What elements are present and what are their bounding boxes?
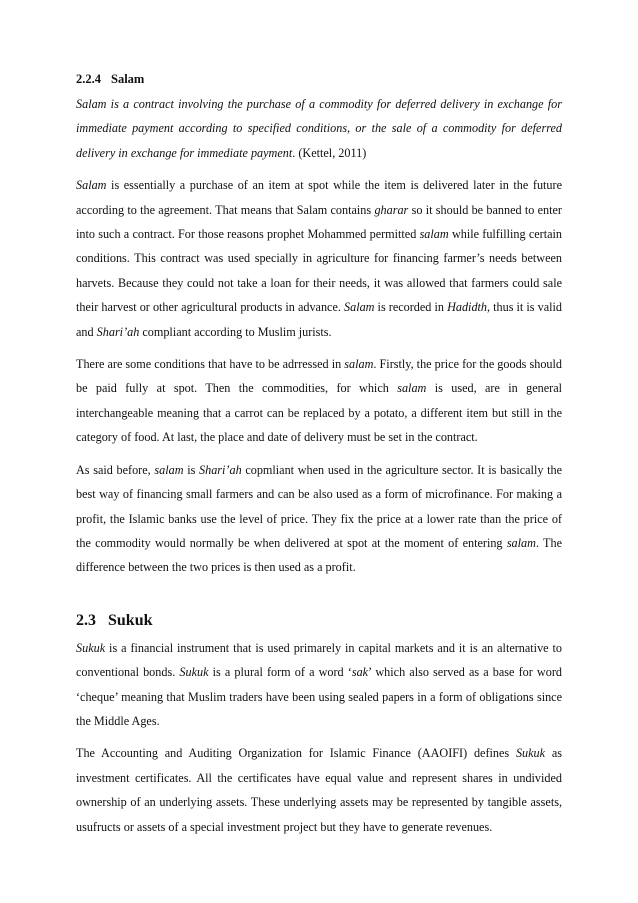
term: salam	[506, 535, 536, 550]
term: Shari’ah	[96, 324, 140, 339]
salam-paragraph-2	[76, 173, 562, 344]
term: Shari’ah	[199, 462, 242, 477]
section-number: 2.2.4	[76, 72, 101, 86]
section-title: Sukuk	[108, 611, 153, 629]
text: is	[183, 462, 199, 477]
salam-paragraph-3	[76, 352, 562, 450]
salam-definition-paragraph	[76, 92, 562, 165]
term: Hadidth	[447, 300, 488, 315]
text: so it should be banned to enter into such a contract. For those reasons prophet Mohammed permitted	[76, 202, 562, 242]
term: Sukuk	[179, 665, 209, 680]
text: as investment certificates. All the certificates have equal value and represent shares in undivided ownership of an underlying assets. These underlying assets may be represented by tangible assets, usufructs or assets of a special investment project but they have to generate revenues.	[76, 746, 562, 834]
sukuk-paragraph-2	[76, 741, 562, 839]
salam-paragraph-4	[76, 458, 562, 580]
text: ’ which also served as a base for word ‘cheque’ meaning that Muslim traders have been using sealed papers in a form of obligations since the Middle Ages.	[76, 665, 562, 728]
text: is essentially a purchase of an item at spot while the item is delivered later in the future according to the agreement. That means that Salam contains	[76, 178, 562, 217]
text: . Firstly, the price for the goods should be paid fully at spot. Then the commodities, for which	[76, 357, 563, 396]
term: Salam	[76, 178, 107, 193]
text: There are some conditions that have to be adrressed in	[76, 357, 345, 372]
term: salam	[154, 462, 184, 477]
text: is recorded in	[374, 300, 448, 315]
text: , thus it is valid and	[76, 300, 562, 339]
text: is a financial instrument that is used primarely in capital markets and it is an alternative to conventional bonds.	[76, 640, 562, 680]
term: Sukuk	[515, 746, 546, 761]
text: copmliant when used in the agriculture sector. It is basically the best way of financing small farmers and can be also used as a form of microfinance. For making a profit, the Islamic banks use the level of price. They fix the price at a lower rate than the price of the commodity would normally be when delivered at spot at the moment of entering	[76, 462, 562, 550]
section-heading-2-3	[76, 610, 562, 632]
term: Sukuk	[76, 640, 106, 655]
text: As said before,	[76, 462, 155, 477]
section-spacer	[76, 588, 562, 610]
term: Salam	[344, 300, 375, 315]
section-number: 2.3	[76, 611, 96, 629]
section-heading-2-2-4	[76, 70, 562, 88]
text: is a plural form of a word ‘	[208, 665, 352, 680]
term: salam	[419, 227, 449, 242]
text: The Accounting and Auditing Organization for Islamic Finance (AAOIFI) defines	[76, 746, 516, 761]
text: is used, are in general interchangeable meaning that a carrot can be replaced by a potato, a different item but still in the category of food. At last, the place and date of delivery must be set in the contract.	[76, 381, 562, 445]
term: gharar	[374, 202, 409, 217]
section-title: Salam	[111, 72, 145, 86]
term: sak	[351, 665, 369, 680]
citation: . (Kettel, 2011)	[292, 145, 367, 160]
text: compliant according to Muslim jurists.	[139, 324, 332, 339]
text: while fulfilling certain conditions. This contract was used specially in agriculture for financing farmer’s needs between harvets. Because they could not take a loan for their needs, it was allowed that farmers could sale their harvest or other agricultural products in advance.	[76, 227, 562, 315]
definition-text: Salam is a contract involving the purchase of a commodity for deferred delivery in exchange for immediate payment according to specified conditions, or the sale of a commodity for deferred delivery in exchange for immediate payment	[76, 97, 562, 160]
sukuk-paragraph-1	[76, 636, 562, 734]
term: salam	[397, 381, 427, 396]
text: . The difference between the two prices is then used as a profit.	[76, 535, 562, 575]
term: salam	[344, 357, 374, 372]
